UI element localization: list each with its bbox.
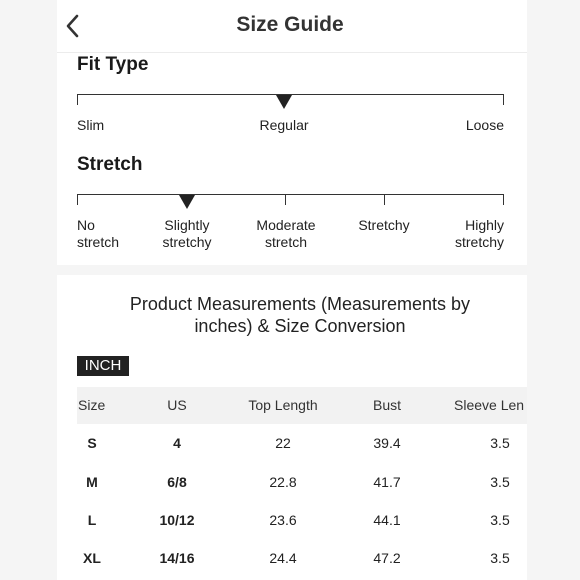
cell-sleeve-length: 3.5: [490, 512, 510, 528]
stretch-label-line: stretch: [77, 234, 120, 250]
cell-size: S: [87, 435, 97, 451]
cell-us: 6/8: [167, 474, 187, 490]
stretch-label-line: No: [77, 217, 95, 233]
cell-size: M: [86, 474, 98, 490]
cell-sleeve-length: 3.5: [490, 435, 510, 451]
measurements-heading-line: inches) & Size Conversion: [194, 316, 406, 336]
stretch-label-slightly-stretchy: [147, 217, 227, 251]
column-header-sleeve-length: Sleeve Len: [454, 397, 525, 413]
stretch-label-moderate-stretch: [241, 217, 331, 251]
cell-size: XL: [83, 550, 101, 566]
measurements-heading: [100, 293, 500, 337]
stretch-selected-marker: [179, 195, 195, 209]
cell-bust: 44.1: [373, 512, 401, 528]
cell-top-length: 24.4: [269, 550, 297, 566]
stretch-label-line: stretchy: [454, 234, 504, 250]
stretch-label-line: stretchy: [162, 234, 212, 250]
unit-badge-inch[interactable]: INCH: [77, 356, 129, 376]
cell-size: L: [87, 512, 97, 528]
stretch-scale-line: [77, 194, 504, 195]
measurements-heading-line: Product Measurements (Measurements by: [129, 294, 471, 314]
stretch-label-line: Highly: [465, 217, 504, 233]
stretch-title: Stretch: [77, 154, 143, 175]
stretch-label-line: stretch: [264, 234, 307, 250]
stretch-label-line: Moderate: [256, 217, 316, 233]
cell-us: 10/12: [159, 512, 195, 528]
page-title: Size Guide: [236, 13, 344, 36]
column-header-top-length: Top Length: [248, 397, 318, 413]
stretch-label-no-stretch: [77, 217, 119, 251]
cell-top-length: 22.8: [269, 474, 297, 490]
fit-type-label-regular: Regular: [259, 117, 309, 133]
column-header-us: US: [167, 397, 187, 413]
column-header-bust: Bust: [372, 397, 401, 413]
cell-bust: 41.7: [373, 474, 401, 490]
stretch-tick: [77, 194, 78, 205]
column-header-size: Size: [78, 397, 106, 413]
header-divider: [57, 52, 527, 53]
cell-bust: 39.4: [373, 435, 401, 451]
cell-us: 14/16: [159, 550, 195, 566]
stretch-tick: [285, 194, 286, 205]
stretch-tick: [503, 194, 504, 205]
cell-top-length: 22: [275, 435, 291, 451]
stretch-tick: [384, 194, 385, 205]
fit-type-label-slim: Slim: [77, 117, 105, 133]
stretch-label-highly-stretchy: [424, 217, 504, 251]
cell-sleeve-length: 3.5: [490, 550, 510, 566]
fit-type-tick: [77, 94, 78, 105]
cell-us: 4: [173, 435, 181, 451]
cell-top-length: 23.6: [269, 512, 297, 528]
stretch-label-stretchy: [344, 217, 424, 234]
fit-type-tick: [503, 94, 504, 105]
stretch-label-line: Slightly: [164, 217, 210, 233]
stretch-label-line: Stretchy: [358, 217, 410, 233]
fit-type-selected-marker: [276, 95, 292, 109]
cell-bust: 47.2: [373, 550, 401, 566]
fit-type-title: Fit Type: [77, 54, 149, 75]
cell-sleeve-length: 3.5: [490, 474, 510, 490]
fit-type-label-loose: Loose: [465, 117, 504, 133]
